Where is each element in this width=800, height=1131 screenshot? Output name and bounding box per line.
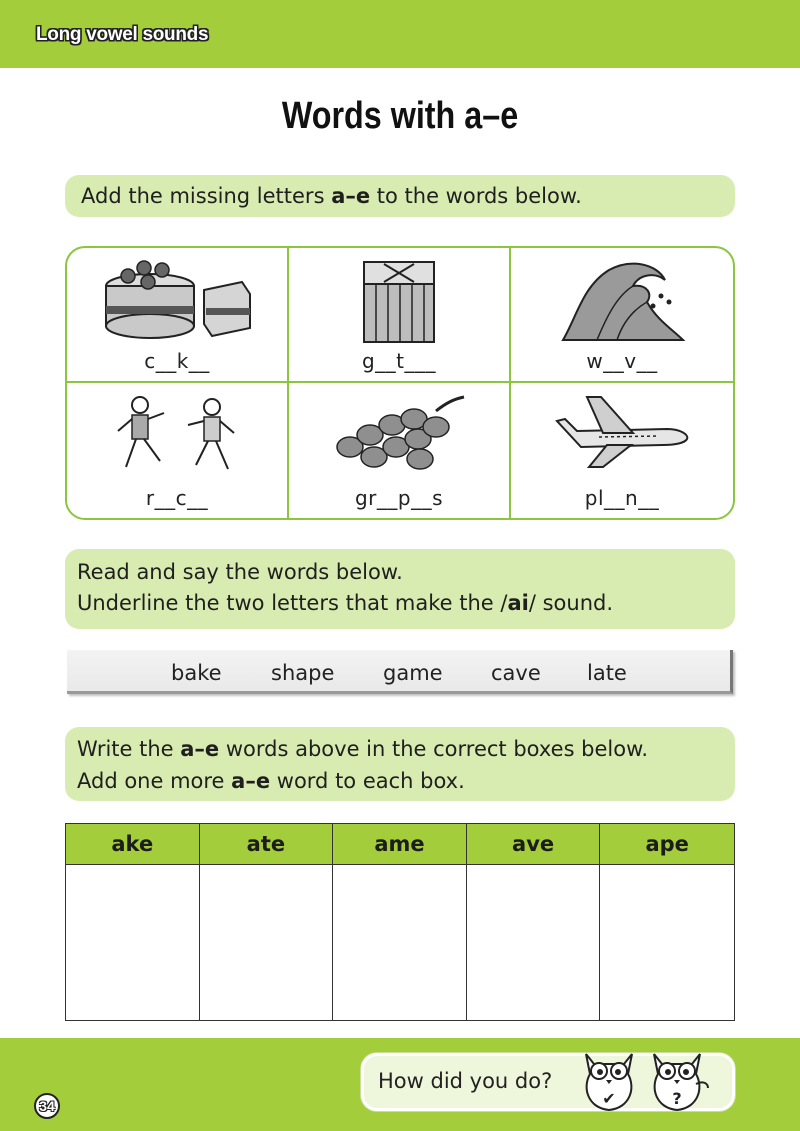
instruction-sort-words: [65, 727, 735, 801]
instruction-text: Add one more: [77, 769, 232, 793]
gate-icon: [354, 256, 444, 346]
header-bar: [0, 0, 800, 68]
owl-tick-icon[interactable]: [578, 1044, 640, 1116]
word-blank: pl__n__: [584, 486, 660, 510]
instruction-line: Read and say the words below.: [77, 560, 403, 584]
instruction-text: Add the missing letters: [81, 184, 332, 208]
instruction-text: Write the: [77, 737, 181, 761]
instruction-text: word to each box.: [270, 769, 465, 793]
word-blank: c__k__: [144, 349, 210, 373]
picture-cell-race: [67, 383, 289, 518]
instruction-add-letters: [65, 175, 735, 217]
answer-box-ake[interactable]: [66, 865, 200, 1020]
column-header: ave: [467, 824, 601, 865]
strip-word: cave: [491, 661, 541, 685]
instruction-line: [77, 733, 735, 765]
word-blank: r__c__: [145, 486, 209, 510]
review-prompt: How did you do?: [378, 1069, 553, 1093]
column-header: ate: [200, 824, 334, 865]
answer-box-ave[interactable]: [467, 865, 601, 1020]
instruction-text: to the words below.: [370, 184, 582, 208]
instruction-line: [77, 588, 735, 619]
word-blank: g__t___: [361, 349, 437, 373]
race-icon: [102, 391, 252, 481]
column-header: ape: [600, 824, 734, 865]
owl-question-mark: ?: [672, 1089, 682, 1108]
strip-word: late: [587, 661, 627, 685]
answer-box-ate[interactable]: [200, 865, 334, 1020]
strip-word: game: [383, 661, 443, 685]
column-header: ame: [333, 824, 467, 865]
plane-icon: [547, 391, 697, 471]
picture-cell-wave: [511, 248, 733, 383]
word-strip: [67, 650, 733, 694]
picture-cell-grapes: [289, 383, 511, 518]
instruction-text: Underline the two letters that make the /: [77, 591, 508, 615]
instruction-bold: a–e: [231, 769, 271, 793]
sorting-table: [65, 823, 735, 1021]
grapes-icon: [324, 391, 474, 477]
page-title: Words with a–e: [281, 95, 519, 137]
answer-box-ape[interactable]: [600, 865, 734, 1020]
instruction-bold: ai: [507, 591, 529, 615]
picture-grid: [65, 246, 735, 520]
word-blank: gr__p__s: [354, 486, 444, 510]
page-number: 34: [34, 1093, 60, 1119]
word-blank: w__v__: [586, 349, 658, 373]
picture-cell-cake: [67, 248, 289, 383]
instruction-read-say: [65, 549, 735, 629]
section-label: Long vowel sounds: [36, 24, 209, 45]
wave-icon: [557, 256, 687, 346]
instruction-text: words above in the correct boxes below.: [219, 737, 649, 761]
answer-box-ame[interactable]: [333, 865, 467, 1020]
cake-icon: [92, 256, 262, 344]
owl-question-icon[interactable]: [644, 1044, 710, 1116]
strip-word: shape: [271, 661, 335, 685]
instruction-line: [77, 765, 735, 797]
self-review-box: [361, 1053, 735, 1111]
instruction-text: / sound.: [528, 591, 614, 615]
strip-word: bake: [171, 661, 222, 685]
instruction-bold: a–e: [180, 737, 220, 761]
instruction-bold: a–e: [331, 184, 371, 208]
picture-cell-gate: [289, 248, 511, 383]
column-header: ake: [66, 824, 200, 865]
owl-tick-mark: ✔: [602, 1089, 616, 1108]
picture-cell-plane: [511, 383, 733, 518]
